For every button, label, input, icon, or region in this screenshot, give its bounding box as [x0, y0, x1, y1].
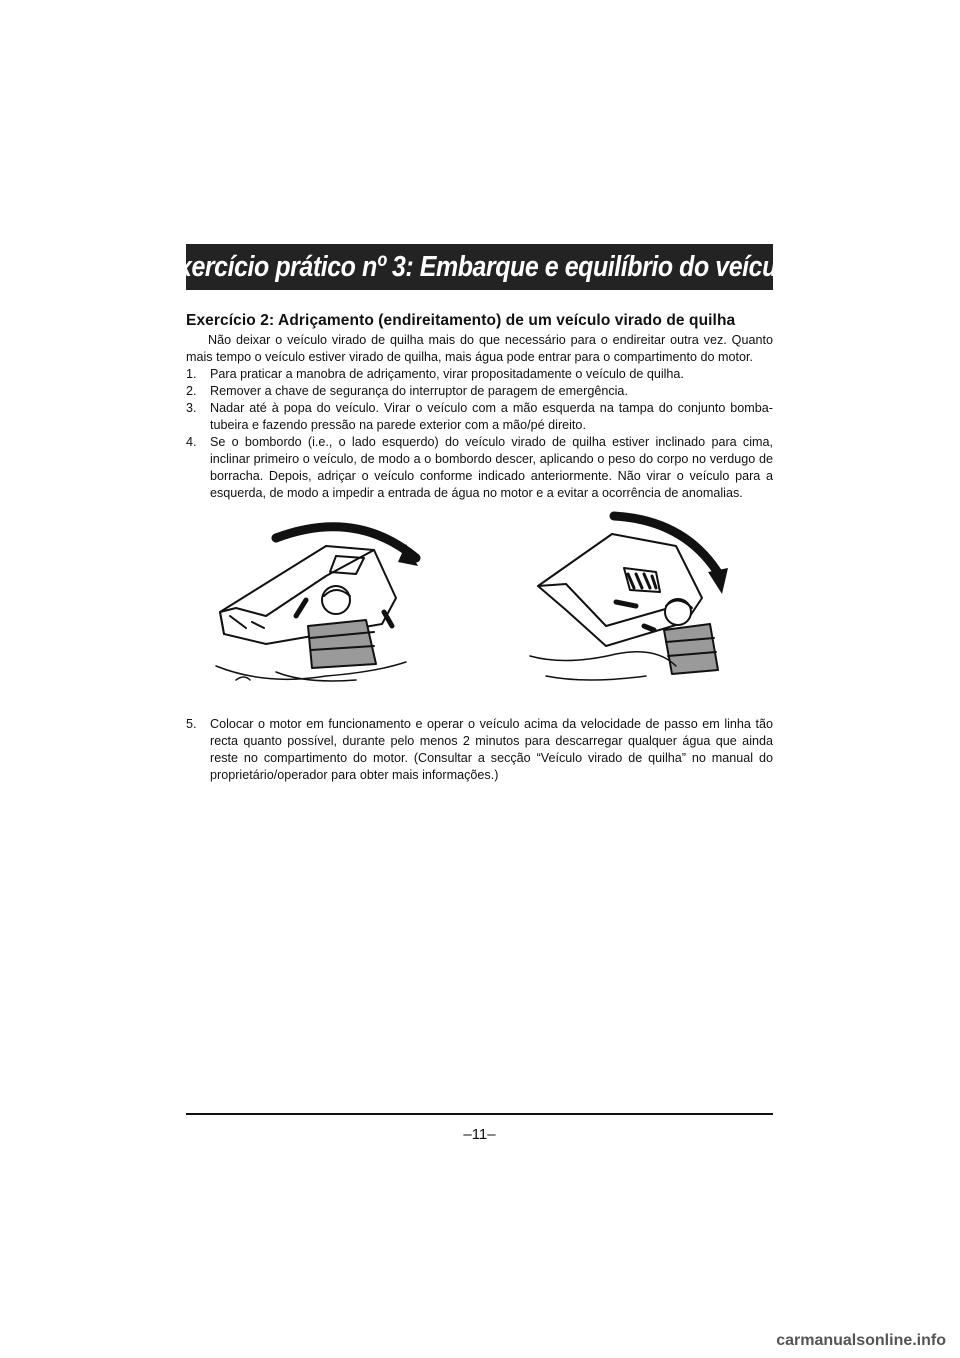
list-item: 4. Se o bombordo (i.e., o lado esquerdo) do veículo virado de quilha estiver inclinado para cima, inclinar primeiro o veículo, de modo a o bombordo descer, aplicando o peso do corpo no verdugo de borracha. Depois, adriçar o veículo conforme indicado anteriormente. Não virar o veículo para a esquerda, de modo a impedir a entrada de água no motor e a evitar a ocorrência de anomalias.	[186, 435, 773, 500]
list-item: 2. Remover a chave de segurança do interruptor de paragem de emergência.	[186, 384, 628, 398]
page-title: Exercício prático nº 3: Embarque e equilíbrio do veículo	[161, 250, 798, 283]
steps-list-b	[186, 716, 773, 784]
illustration-righting-step-2	[526, 506, 736, 686]
illustration-righting-step-1	[206, 516, 421, 686]
page-header-banner	[161, 244, 798, 290]
list-item: 1. Para praticar a manobra de adriçamento, virar propositadamente o veículo de quilha.	[186, 367, 684, 381]
page-number: –11–	[463, 1126, 496, 1143]
main-content	[186, 312, 773, 784]
watermark: carmanualsonline.info	[776, 1332, 946, 1349]
section-heading: Exercício 2: Adriçamento (endireitamento) de um veículo virado de quilha	[186, 312, 736, 329]
list-item: 5. Colocar o motor em funcionamento e operar o veículo acima da velocidade de passo em linha tão recta quanto possível, durante pelo menos 2 minutos para descarregar qualquer água que ainda reste no compartimento do motor. (Consultar a secção “Veículo virado de quilha” no manual do proprietário/operador para obter mais informações.)	[186, 717, 773, 782]
intro-paragraph: Não deixar o veículo virado de quilha mais do que necessário para o endireitar outra vez. Quanto mais tempo o veículo estiver virado de quilha, mais água pode entrar para o compartimento do motor.	[186, 333, 773, 364]
steps-list-a	[186, 366, 773, 502]
footer-divider	[186, 1113, 773, 1115]
list-item: 3. Nadar até à popa do veículo. Virar o veículo com a mão esquerda na tampa do conjunto bomba-tubeira e fazendo pressão na parede exterior com a mão/pé direito.	[186, 401, 773, 432]
illustrations	[186, 516, 773, 704]
